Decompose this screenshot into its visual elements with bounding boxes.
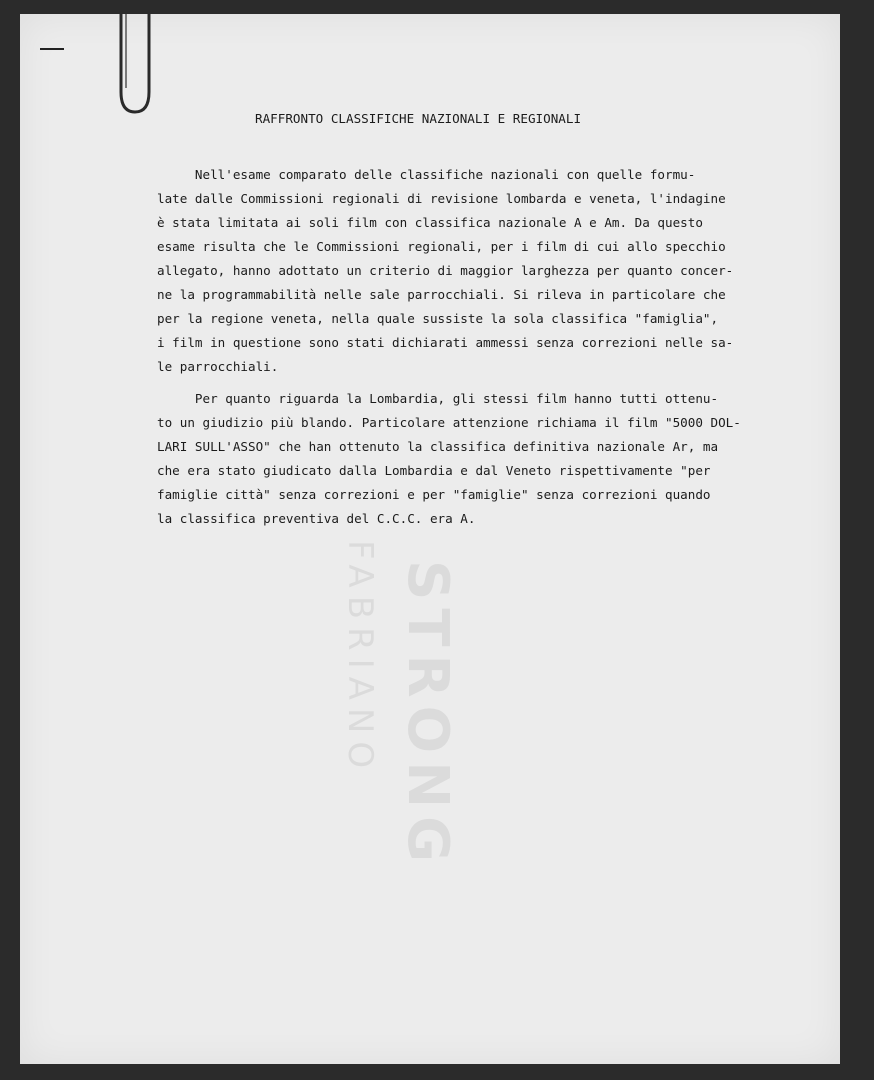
paragraph-1-line: per la regione veneta, nella quale sussiste la sola classifica "famiglia", <box>157 311 719 326</box>
paragraph-1-line: esame risulta che le Commissioni regionali, per i film di cui allo specchio <box>157 239 726 254</box>
paragraph-2-line: to un giudizio più blando. Particolare attenzione richiama il film "5000 DOL- <box>157 415 741 430</box>
paragraph-1-line: i film in questione sono stati dichiarati ammessi senza correzioni nelle sa- <box>157 335 734 350</box>
paragraph-1-line: le parrocchiali. <box>157 359 279 374</box>
paragraph-1-line: late dalle Commissioni regionali di revisione lombarda e veneta, l'indagine <box>157 191 726 206</box>
paragraph-2-line: che era stato giudicato dalla Lombardia e dal Veneto rispettivamente "per <box>157 463 711 478</box>
paragraph-2-line: Per quanto riguarda la Lombardia, gli stessi film hanno tutti ottenu- <box>157 391 719 406</box>
document-title: RAFFRONTO CLASSIFICHE NAZIONALI E REGIONALI <box>255 111 582 126</box>
paragraph-1-line: è stata limitata ai soli film con classifica nazionale A e Am. Da questo <box>157 215 703 230</box>
paragraph-1-line: ne la programmabilità nelle sale parrocchiali. Si rileva in particolare che <box>157 287 726 302</box>
watermark-fabriano: FABRIANO <box>340 540 380 777</box>
paragraph-2-line: la classifica preventiva del C.C.C. era A. <box>157 511 476 526</box>
paragraph-2-line: famiglie città" senza correzioni e per "famiglie" senza correzioni quando <box>157 487 711 502</box>
paragraph-1-line: allegato, hanno adottato un criterio di maggior larghezza per quanto concer- <box>157 263 734 278</box>
paragraph-1-line: Nell'esame comparato delle classifiche nazionali con quelle formu- <box>157 167 696 182</box>
watermark-strong: STRONG <box>395 560 460 871</box>
paragraph-2-line: LARI SULL'ASSO" che han ottenuto la classifica definitiva nazionale Ar, ma <box>157 439 719 454</box>
